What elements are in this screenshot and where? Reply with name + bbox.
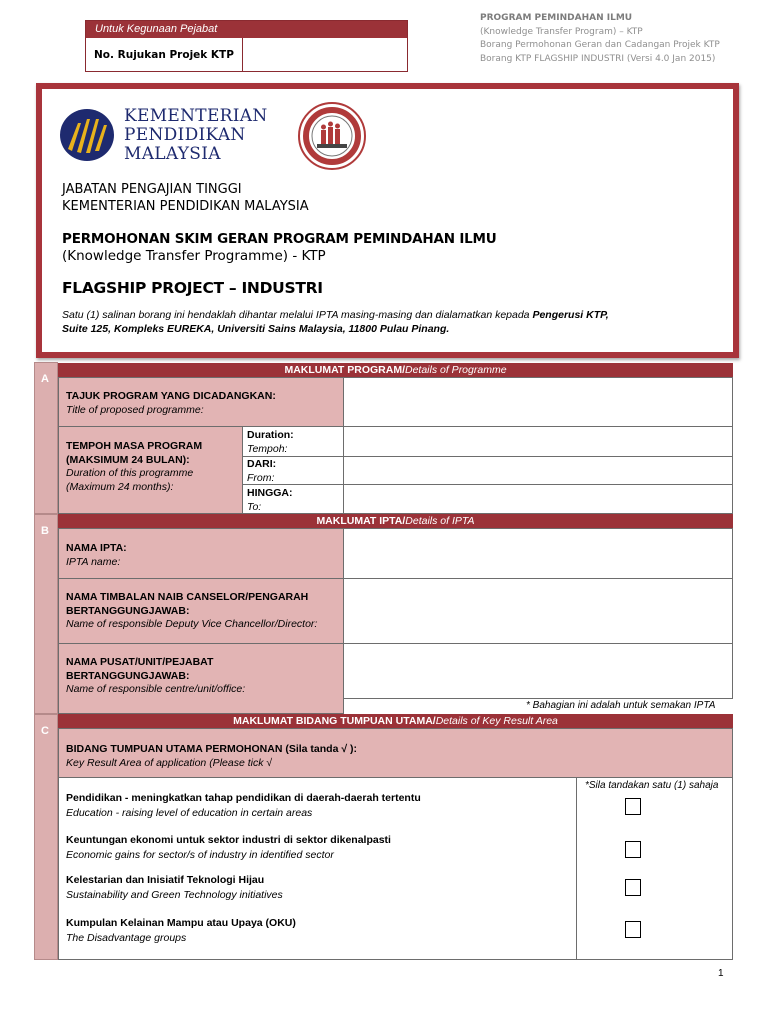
application-title-sub: (Knowledge Transfer Programme) - KTP — [62, 248, 326, 264]
kra-option-label-en: The Disadvantage groups — [66, 931, 187, 944]
section-c-column — [34, 714, 58, 960]
ipta-name-label: NAMA IPTA: — [66, 542, 127, 554]
ref-number-label: No. Rujukan Projek KTP — [86, 38, 243, 72]
page-number: 1 — [718, 968, 724, 979]
ref-number-field[interactable] — [243, 38, 407, 72]
ktp-seal-icon — [297, 101, 367, 171]
form-version: Borang KTP FLAGSHIP INDUSTRI (Versi 4.0 Jan 2015) — [480, 53, 716, 64]
section-a-title: MAKLUMAT PROGRAM/ — [284, 364, 405, 376]
ipta-name-field[interactable] — [343, 528, 733, 579]
section-c-title-en: Details of Key Result Area — [435, 715, 558, 727]
duration-sub-label-cell — [242, 426, 344, 457]
dvc-name-label-en: Name of responsible Deputy Vice Chancellor/Director: — [66, 618, 318, 630]
kra-option-label: Kelestarian dan Inisiatif Teknologi Hijau — [66, 874, 265, 886]
proposed-title-label: TAJUK PROGRAM YANG DICADANGKAN: — [66, 390, 276, 402]
kra-option-label-en: Education - raising level of education in certain areas — [66, 806, 313, 819]
kpm-line-1: KEMENTERIAN — [124, 106, 268, 126]
dvc-name-label-1: NAMA TIMBALAN NAIB CANSELOR/PENGARAH — [66, 591, 309, 603]
kra-option-green-tech — [66, 873, 283, 902]
application-title — [62, 231, 497, 265]
proposed-title-label-cell — [58, 377, 344, 427]
duration-field[interactable] — [343, 426, 733, 457]
section-a-column — [34, 362, 58, 514]
kpm-logo-icon — [58, 105, 116, 163]
from-label-cell — [242, 456, 344, 485]
section-c-title: MAKLUMAT BIDANG TUMPUAN UTAMA/ — [233, 715, 436, 727]
tick-one-note: *Sila tandakan satu (1) sahaja — [585, 780, 719, 791]
kra-option-education — [66, 791, 421, 820]
section-a-letter: A — [41, 373, 49, 385]
proposed-title-field[interactable] — [343, 377, 733, 427]
kra-checkbox-disadvantaged[interactable] — [625, 921, 641, 938]
to-label: HINGGA: — [247, 487, 293, 499]
from-label: DARI: — [247, 458, 277, 470]
program-name-en: (Knowledge Transfer Program) – KTP — [480, 26, 643, 37]
centre-name-label-en: Name of responsible centre/unit/office: — [66, 683, 246, 695]
form-version-info — [480, 12, 760, 66]
section-c-letter: C — [41, 725, 49, 737]
section-b-title-en: Details of IPTA — [405, 515, 475, 527]
kra-checkbox-green-tech[interactable] — [625, 879, 641, 896]
instruction-address-2: Suite 125, Kompleks EUREKA, Universiti Sains Malaysia, 11800 Pulau Pinang. — [62, 323, 450, 335]
section-b-letter: B — [41, 525, 49, 537]
kra-option-label-en: Sustainability and Green Technology initiatives — [66, 888, 283, 901]
centre-name-label-cell — [58, 643, 344, 714]
kra-option-label: Pendidikan - meningkatkan tahap pendidikan di daerah-daerah tertentu — [66, 792, 421, 804]
duration-sub-label-en: Tempoh: — [247, 442, 288, 455]
dvc-name-label-cell — [58, 578, 344, 644]
kpm-wordmark — [124, 107, 268, 164]
section-a-header — [58, 363, 733, 377]
centre-name-label-2: BERTANGGUNGJAWAB: — [66, 669, 190, 682]
instruction-address-1: Pengerusi KTP, — [532, 309, 609, 321]
office-use-header: Untuk Kegunaan Pejabat — [86, 21, 407, 38]
kra-checkbox-education[interactable] — [625, 798, 641, 815]
proposed-title-label-en: Title of proposed programme: — [66, 403, 204, 416]
kra-label: BIDANG TUMPUAN UTAMA PERMOHONAN (Sila tanda √ ): — [66, 743, 358, 755]
to-label-en: To: — [247, 500, 262, 513]
kra-option-economic — [66, 833, 391, 862]
instruction-text: Satu (1) salinan borang ini hendaklah dihantar melalui IPTA masing-masing dan dialamatkan kepada — [62, 309, 533, 321]
kra-label-cell — [58, 728, 733, 778]
flagship-title: FLAGSHIP PROJECT – INDUSTRI — [62, 279, 323, 297]
duration-label-1: TEMPOH MASA PROGRAM — [66, 440, 203, 452]
to-date-field[interactable] — [343, 484, 733, 514]
duration-label-en-1: Duration of this programme — [66, 467, 194, 479]
duration-sub-label: Duration: — [247, 429, 294, 441]
header-frame — [36, 83, 739, 358]
kra-option-disadvantaged — [66, 916, 296, 945]
ipta-check-note: * Bahagian ini adalah untuk semakan IPTA — [526, 700, 716, 711]
kra-checkbox-economic[interactable] — [625, 841, 641, 858]
to-label-cell — [242, 484, 344, 514]
kpm-line-2: PENDIDIKAN — [124, 125, 246, 145]
kra-option-label: Kumpulan Kelainan Mampu atau Upaya (OKU) — [66, 917, 296, 929]
kpm-line-3: MALAYSIA — [124, 144, 221, 164]
ipta-name-label-cell — [58, 528, 344, 579]
from-label-en: From: — [247, 471, 275, 484]
section-b-header — [58, 514, 733, 528]
dvc-name-label-2: BERTANGGUNGJAWAB: — [66, 604, 190, 617]
duration-label-cell — [58, 426, 243, 514]
duration-label-en-2: (Maximum 24 months): — [66, 480, 174, 493]
kra-tick-column — [576, 777, 733, 960]
kra-label-en: Key Result Area of application (Please tick √ — [66, 756, 273, 769]
centre-name-label-1: NAMA PUSAT/UNIT/PEJABAT — [66, 656, 214, 668]
form-title: Borang Permohonan Geran dan Cadangan Projek KTP — [480, 40, 720, 50]
ipta-name-label-en: IPTA name: — [66, 555, 121, 568]
department-name — [62, 181, 309, 215]
centre-name-field[interactable] — [343, 643, 733, 699]
section-c-header — [58, 714, 733, 728]
from-date-field[interactable] — [343, 456, 733, 485]
section-a-title-en: Details of Programme — [405, 364, 507, 376]
kra-option-label: Keuntungan ekonomi untuk sektor industri di sektor dikenalpasti — [66, 834, 391, 846]
office-use-box — [85, 20, 408, 72]
application-title-main: PERMOHONAN SKIM GERAN PROGRAM PEMINDAHAN ILMU — [62, 231, 497, 247]
dvc-name-field[interactable] — [343, 578, 733, 644]
department-line-1: JABATAN PENGAJIAN TINGGI — [62, 182, 242, 197]
kra-option-label-en: Economic gains for sector/s of industry in identified sector — [66, 848, 334, 861]
program-name: PROGRAM PEMINDAHAN ILMU — [480, 13, 633, 23]
submission-instruction — [62, 308, 712, 336]
duration-label-2: (MAKSIMUM 24 BULAN): — [66, 453, 190, 466]
section-b-title: MAKLUMAT IPTA/ — [316, 515, 406, 527]
department-line-2: KEMENTERIAN PENDIDIKAN MALAYSIA — [62, 199, 309, 214]
section-b-column — [34, 514, 58, 714]
